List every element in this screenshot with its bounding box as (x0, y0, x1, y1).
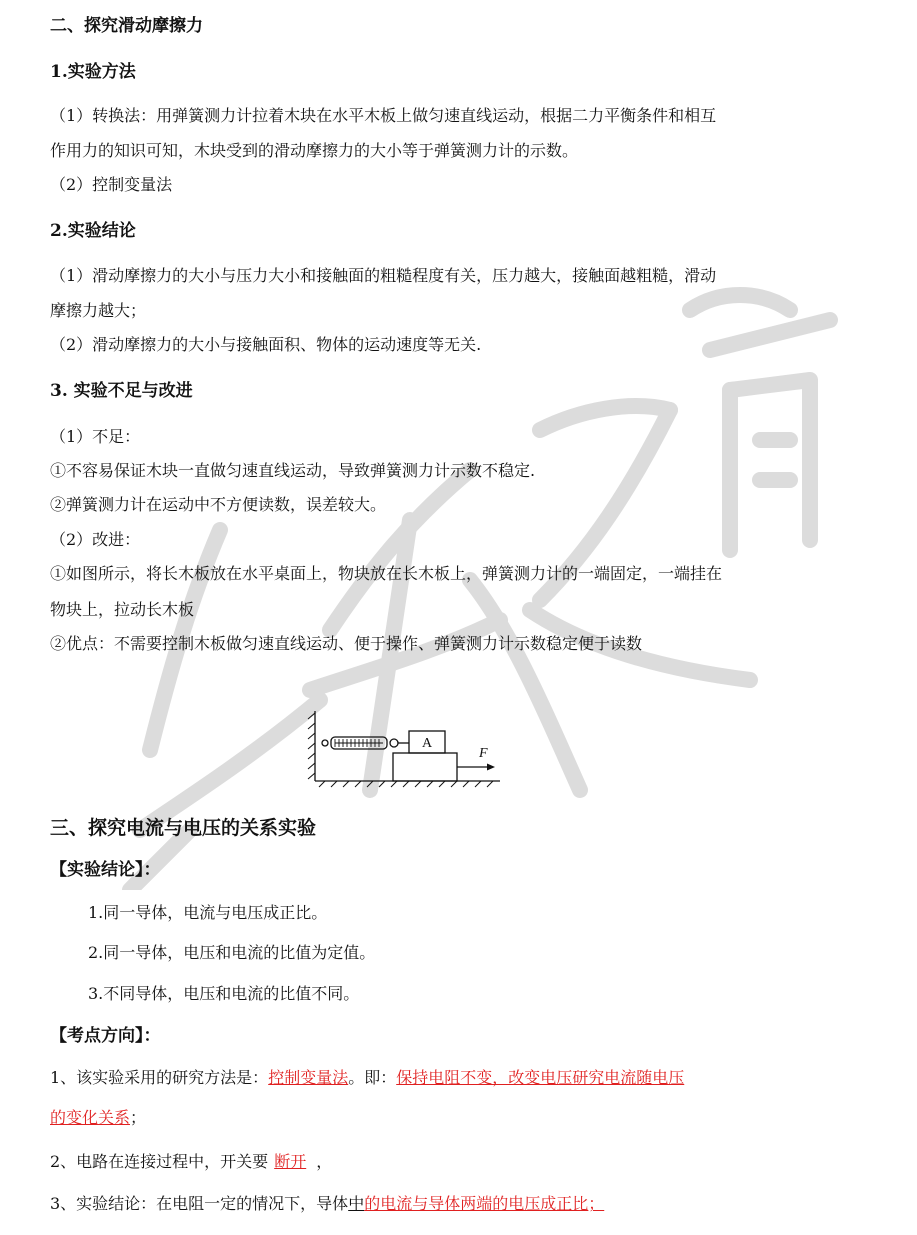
focus-1-answer-detail: 保持电阻不变，改变电压研究电流随电压 (396, 1068, 685, 1087)
focus-item-3 (50, 1194, 604, 1214)
method-heading: 1.实验方法 (50, 62, 136, 82)
focus-3-end: ； (588, 1194, 605, 1213)
focus-1-answer-method: 控制变量法 (268, 1068, 349, 1087)
section3-conclusion-2: 2.同一导体，电压和电流的比值为定值。 (88, 943, 376, 962)
conclusion-heading: 2.实验结论 (50, 221, 136, 241)
deficit-item-2: ②弹簧测力计在运动中不方便读数，误差较大。 (50, 495, 387, 514)
method-1-line2: 作用力的知识可知，木块受到的滑动摩擦力的大小等于弹簧测力计的示数。 (50, 141, 579, 160)
conclusion-1-line2: 摩擦力越大； (50, 301, 147, 320)
section3-conclusion-1: 1.同一导体，电流与电压成正比。 (88, 903, 328, 922)
method-1-line1: （1）转换法：用弹簧测力计拉着木块在水平木板上做匀速直线运动，根据二力平衡条件和相互 (50, 106, 717, 125)
section3-conclusion-3: 3.不同导体，电压和电流的比值不同。 (88, 984, 360, 1003)
improve-item-1-line1: ①如图所示，将长木板放在水平桌面上，物块放在长木板上，弹簧测力计的一端固定，一端挂在 (50, 564, 723, 583)
focus-heading: 【考点方向】： (50, 1026, 161, 1046)
conclusion-1-line1: （1）滑动摩擦力的大小与压力大小和接触面的粗糙程度有关，压力越大，接触面越粗糙，滑动 (50, 266, 717, 285)
improve-heading: 3. 实验不足与改进 (50, 381, 193, 401)
conclusion-2: （2）滑动摩擦力的大小与接触面积、物体的运动速度等无关. (50, 335, 482, 354)
focus-1-prefix: 1、该实验采用的研究方法是： (50, 1068, 269, 1087)
focus-2-prefix: 2、电路在连接过程中，开关要 (50, 1152, 269, 1171)
improve-item-1-line2: 物块上，拉动长木板 (50, 600, 195, 619)
deficit-label: （1）不足： (50, 427, 141, 446)
wall-hook (322, 740, 328, 746)
focus-1-mid: 。即： (348, 1068, 397, 1087)
section3-title: 三、探究电流与电压的关系实验 (50, 817, 317, 839)
deficit-item-1: ①不容易保证木块一直做匀速直线运动，导致弹簧测力计示数不稳定. (50, 461, 536, 480)
scale-hook (390, 739, 398, 747)
block-label: A (421, 736, 433, 751)
focus-2-answer: 断开 (274, 1152, 307, 1171)
focus-2-end: ， (316, 1152, 333, 1171)
section2-title: 二、探究滑动摩擦力 (50, 16, 203, 36)
focus-3-prefix: 3、实验结论：在电阻一定的情况下，导体 (50, 1194, 349, 1213)
friction-diagram (305, 705, 505, 789)
focus-1-answer-detail-cont: 的变化关系 (50, 1108, 131, 1127)
long-board (393, 753, 457, 781)
focus-1-end: ； (130, 1108, 147, 1127)
section3-conclusion-heading: 【实验结论】： (50, 860, 161, 880)
force-label: F (479, 746, 488, 761)
focus-item-1-line2 (50, 1108, 146, 1128)
method-2: （2）控制变量法 (50, 175, 173, 194)
focus-3-underlined: 中 (348, 1194, 365, 1213)
focus-item-1-line1 (50, 1068, 684, 1088)
improve-item-2: ②优点：不需要控制木板做匀速直线运动、便于操作、弹簧测力计示数稳定便于读数 (50, 634, 643, 653)
improve-label: （2）改进： (50, 530, 141, 549)
focus-3-answer: 的电流与导体两端的电压成正比 (364, 1194, 589, 1213)
focus-item-2 (50, 1152, 332, 1172)
